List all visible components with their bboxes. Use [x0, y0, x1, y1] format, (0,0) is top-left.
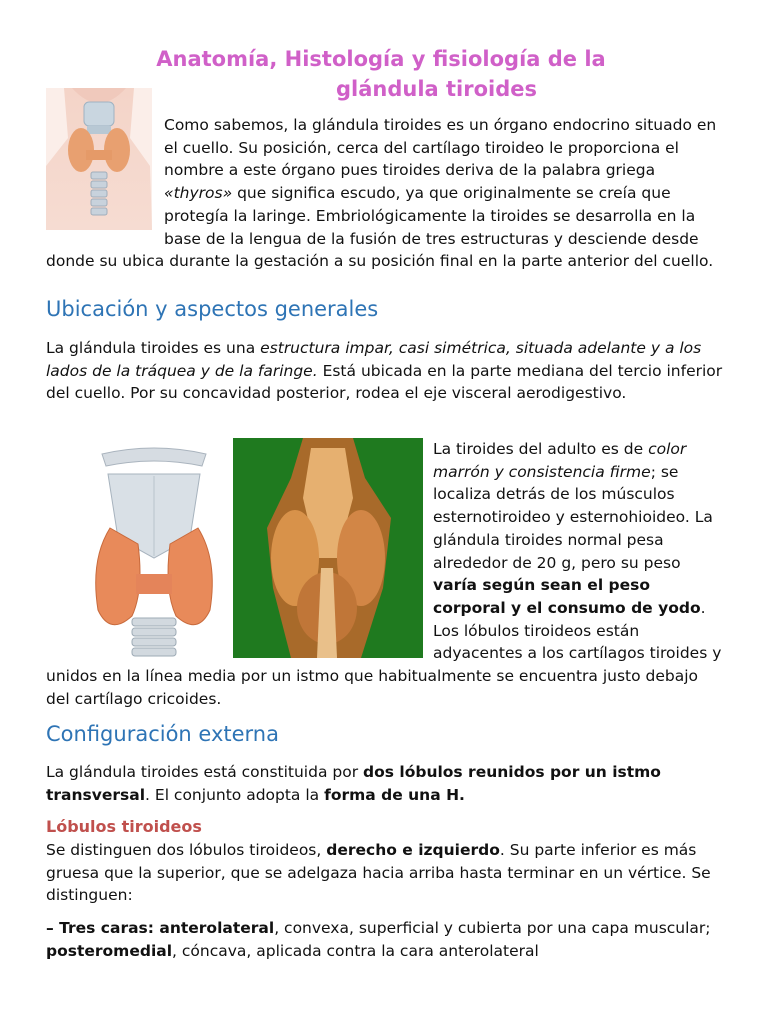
caras-bold-2: posteromedial	[46, 941, 173, 960]
intro-text-a: Como sabemos, la glándula tiroides es un órgano endocrino situado en el cuello. Su posición, cerca del cartílago tiroideo le proporciona el nombre a este órgano pues tiroides deriva de la palabra griega	[164, 116, 717, 180]
configuracion-p1-bold-1: dos lóbulos reunidos por un istmo transversal	[46, 763, 661, 804]
configuracion-paragraph-1	[46, 761, 726, 806]
ubicacion-paragraph-2	[46, 438, 726, 710]
ubicacion-paragraph-1	[46, 337, 726, 405]
ubicacion-p2-bold: varía según sean el peso corporal y el consumo de yodo	[433, 576, 701, 617]
ubicacion-p2-text-b: ; se localiza detrás de los músculos esternotiroideo y esternohioideo. La glándula tiroides normal pesa alrededor de 20 g, pero su peso	[433, 462, 713, 572]
configuracion-p1-bold-2: forma de una H.	[324, 785, 465, 804]
images-float-spacer	[46, 438, 433, 662]
caras-text-a: , convexa, superficial y cubierta por una capa muscular;	[274, 919, 711, 937]
ubicacion-p2-text-a: La tiroides del adulto es de	[433, 440, 649, 458]
image-float-spacer	[46, 114, 164, 228]
ubicacion-p2-italic: color marrón y consistencia firme	[433, 440, 687, 481]
configuracion-p1-text-a: La glándula tiroides está constituida por	[46, 763, 364, 781]
caras-paragraph	[46, 917, 726, 962]
ubicacion-p1-text-a: La glándula tiroides es una	[46, 339, 261, 357]
subheading-lobulos: Lóbulos tiroideos	[46, 817, 202, 836]
lobulos-text-a: Se distinguen dos lóbulos tiroideos,	[46, 841, 327, 859]
ubicacion-p1-text-b: Está ubicada en la parte mediana del tercio inferior del cuello. Por su concavidad posterior, rodea el eje visceral aerodigestivo.	[46, 361, 723, 403]
lobulos-text-b: . Su parte inferior es más gruesa que la superior, que se adelgaza hacia arriba hasta terminar en un vértice. Se distinguen:	[46, 841, 711, 905]
title-line-2: glándula tiroides	[336, 77, 538, 101]
section-heading-configuracion: Configuración externa	[46, 722, 279, 746]
caras-text-b: , cóncava, aplicada contra la cara anterolateral	[172, 941, 539, 960]
ubicacion-p2-text-c: . Los lóbulos tiroideos están adyacentes a los cartílagos tiroides y unidos en la línea media por un istmo que habitualmente se encuentra justo debajo del cartílago cricoides.	[46, 598, 722, 708]
ubicacion-p1-italic: estructura impar, casi simétrica, situada adelante y a los lados de la tráquea y de la faringe.	[46, 339, 702, 380]
lobulos-bold: derecho e izquierdo	[326, 841, 500, 859]
intro-text-b: que significa escudo, ya que originalmente se creía que protegía la laringe. Embriológicamente la tiroides se desarrolla en la base de la lengua de la fusión de tres estructuras y desciende desde donde su ubica durante la gestación a su posición final en la parte anterior del cuello.	[46, 184, 714, 271]
intro-paragraph	[46, 114, 726, 273]
caras-bold-1: – Tres caras: anterolateral	[46, 919, 275, 937]
title-line-1: Anatomía, Histología y fisiología de la	[156, 47, 606, 71]
configuracion-p1-text-b: . El conjunto adopta la	[145, 785, 325, 804]
intro-italic: «thyros»	[164, 184, 233, 203]
lobulos-paragraph	[46, 839, 726, 907]
section-heading-ubicacion: Ubicación y aspectos generales	[46, 297, 379, 321]
